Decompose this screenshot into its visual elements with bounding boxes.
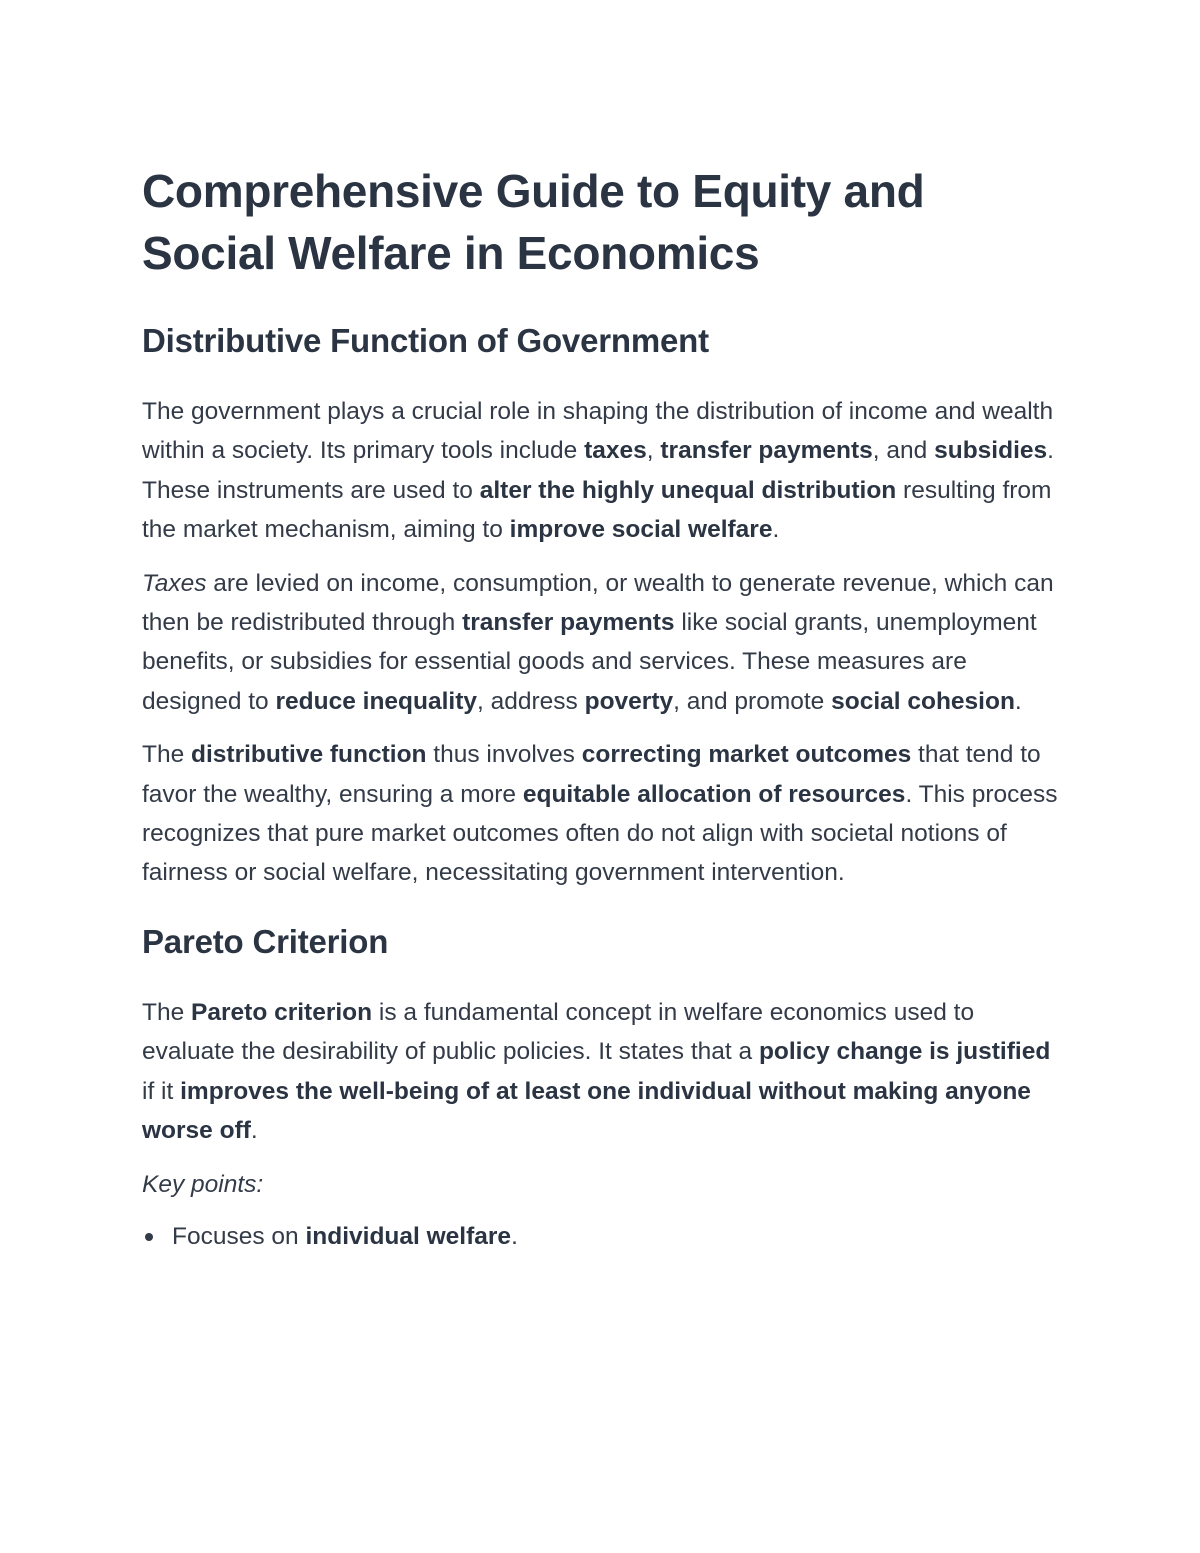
paragraph-distributive-intro: The government plays a crucial role in shaping the distribution of income and wealth within a society. Its primary tools include taxes, transfer payments, and subsidies. These instruments are used to alter the highly unequal distribution resulting from the market mechanism, aiming to improve social welfare. [142, 398, 1054, 544]
paragraph-distributive-function: The distributive function thus involves correcting market outcomes that tend to favor the wealthy, ensuring a more equitable allocation of resources. This process recognizes that pure market outcomes often do not align with societal notions of fairness or social welfare, necessitating government intervention. [142, 741, 1058, 887]
list-item: Focuses on individual welfare. [142, 1217, 1062, 1256]
paragraph-taxes: Taxes are levied on income, consumption, or wealth to generate revenue, which can then be redistributed through transfer payments like social grants, unemployment benefits, or subsidies for essential goods and services. These measures are designed to reduce inequality, address poverty, and promote social cohesion. [142, 569, 1054, 715]
section-heading-pareto-criterion: Pareto Criterion [142, 922, 389, 960]
paragraph-pareto: The Pareto criterion is a fundamental concept in welfare economics used to evaluate the desirability of public policies. It states that a policy change is justified if it improves the well-being of at least one individual without making anyone worse off. [142, 998, 1051, 1145]
section-heading-distributive-function: Distributive Function of Government [142, 322, 709, 359]
document-page [142, 160, 1062, 1256]
bullet-icon [145, 1233, 153, 1241]
key-points-list [142, 1217, 1062, 1256]
key-points-label: Key points: [142, 1170, 264, 1198]
document-title: Comprehensive Guide to Equity and Social Welfare in Economics [142, 165, 925, 279]
